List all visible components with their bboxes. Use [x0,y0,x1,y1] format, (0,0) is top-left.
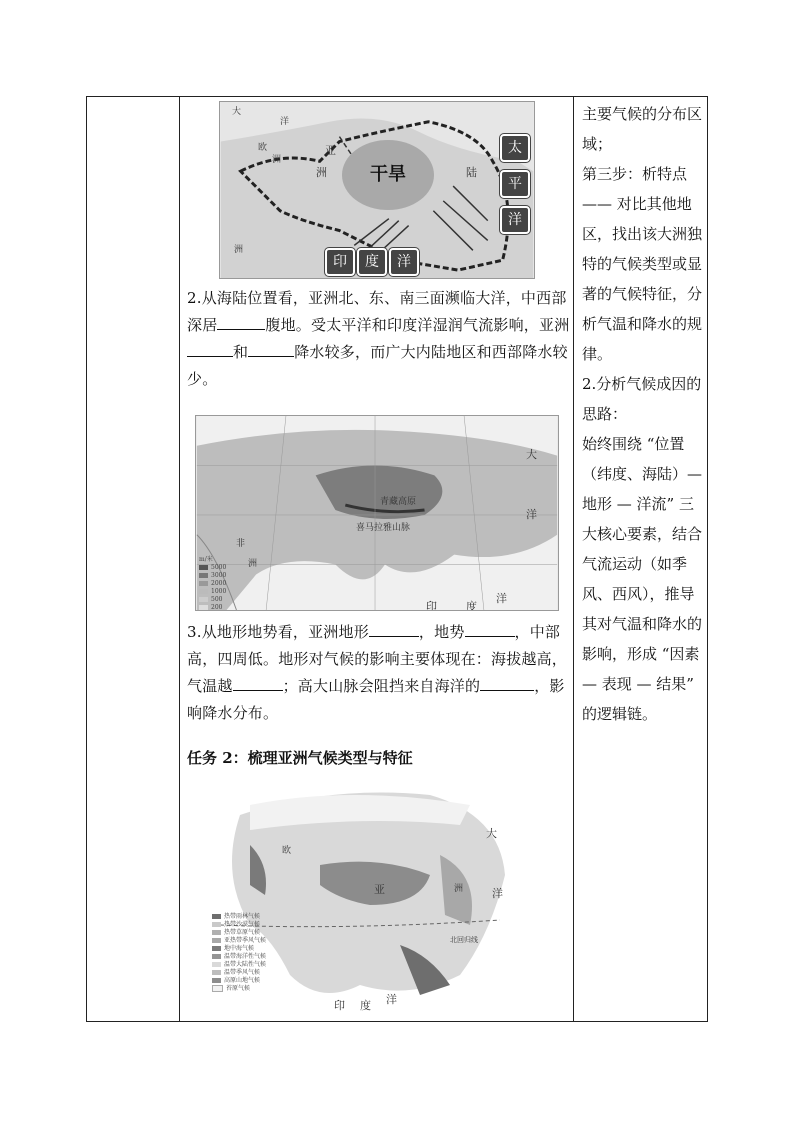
climate-legend-7: 温带大陆性气候 [212,961,266,969]
blank-7[interactable] [480,676,534,691]
map1-label-ou-zhou: 洲 [272,155,282,165]
legend-row-5: 500 [199,596,226,604]
climate-legend-2: 热带沙漠气候 [212,921,266,929]
legend-row-3: 2000 [199,580,226,588]
middle-column [180,97,574,1021]
climate-legend-3: 热带草原气候 [212,929,266,937]
blank-6[interactable] [233,676,283,691]
pacific-char-1: 太 [500,134,530,162]
para2-text-4: ；高大山脉会阻挡来自海洋的 [282,677,481,695]
right-line-3: 2.分析气候成因的思路： [582,375,702,423]
map3-label-asia: 亚 [374,883,385,896]
para1-text-4: 降水较多，而广大内陆地区和西部降水较少。 [187,343,568,388]
map3-label-yang2: 洋 [386,993,397,1006]
map2-label-himalaya: 喜马拉雅山脉 [356,523,411,533]
pacific-char-3: 洋 [500,206,530,234]
indian-char-1: 印 [325,248,355,276]
paragraph-sea-land [187,285,571,393]
para1-text-3: 和 [233,343,249,361]
legend-unit: m/米 [199,556,213,563]
map3-label-tropic: 北回归线 [450,936,478,944]
right-line-4: 始终围绕 “位置（纬度、海陆）— 地形 — 洋流” 三大核心要素，结合气流运动（如季风、西风），推导其对气温和降水的影响，形成 “因素 — 表现 — 结果” 的逻辑链。 [582,435,703,723]
asia-terrain-map [195,415,559,611]
map2-label-zhou: 洲 [248,559,258,569]
paragraph-terrain [187,619,571,727]
right-line-2: 第三步：析特点 —— 对比其他地区，找出该大洲独特的气候类型或显著的气候特征，分析气温和降水的规律。 [582,165,703,363]
indian-char-3: 洋 [389,248,419,276]
para1-text-2: 腹地。受太平洋和印度洋湿润气流影响，亚洲 [265,316,570,334]
map1-label-da: 大 [232,107,242,117]
pacific-char-2: 平 [500,170,530,198]
map1-label-zhou: 洲 [316,166,327,179]
map2-label-africa: 非 [236,539,246,549]
right-column-text [582,99,704,729]
para2-text-1: 3.从地形地势看，亚洲地形 [187,623,369,641]
asia-drought-map [219,101,535,279]
map3-label-da: 大 [486,827,497,840]
map2-label-yin: 印 [426,600,437,611]
legend-row-2: 3000 [199,572,226,580]
climate-legend-5: 地中海气候 [212,945,266,953]
right-line-1: 主要气候的分布区域； [582,105,703,153]
legend-row-4: 1000 [199,588,226,596]
blank-5[interactable] [465,622,515,637]
map3-label-yang: 洋 [492,887,503,900]
map1-label-africa: 洲 [234,245,244,255]
map2-label-ocean: 洋 [496,592,507,605]
legend-row-6: 200 [199,604,226,611]
map3-label-europe: 欧 [282,846,292,856]
para2-text-3: ，中部高，四周低。地形对气候的影响主要体现在：海拔越高，气温越 [187,623,568,695]
indian-char-2: 度 [357,248,387,276]
climate-legend-8: 温带季风气候 [212,969,266,977]
climate-legend [212,913,266,993]
legend-row-1: 5000 [199,564,226,572]
climate-legend-1: 热带雨林气候 [212,913,266,921]
blank-1[interactable] [217,315,265,330]
climate-legend-6: 温带海洋性气候 [212,953,266,961]
map1-label-lu: 陆 [466,166,477,179]
map2-label-da: 大 [526,448,537,461]
map3-label-du: 度 [360,999,371,1012]
map2-label-yang: 洋 [526,508,537,521]
para2-text-5: ，影响降水分布。 [187,677,565,722]
right-column [575,97,707,1021]
task-2-heading: 任务 2：梳理亚洲气候类型与特征 [187,749,413,767]
map3-label-yin: 印 [334,999,345,1012]
map1-label-yang: 洋 [280,117,290,127]
terrain-map-graphic [196,416,558,610]
map3-label-zhou: 洲 [454,884,464,894]
map1-label-ou: 欧 [258,143,268,153]
climate-legend-10: 苔原气候 [212,985,266,993]
map2-label-qinghai: 青藏高原 [380,497,417,507]
para2-text-2: ，地势 [418,623,465,641]
asia-climate-map [210,785,510,1013]
drought-zone-label: 干旱 [342,140,434,210]
table-frame [86,96,708,1022]
map2-label-du: 度 [466,600,477,611]
para1-text-1: 2.从海陆位置看，亚洲北、东、南三面濒临大洋，中西部深居 [187,289,567,334]
blank-4[interactable] [369,622,419,637]
blank-2[interactable] [187,342,233,357]
climate-legend-9: 高原山地气候 [212,977,266,985]
climate-legend-4: 亚热带季风气候 [212,937,266,945]
map1-label-ya: 亚 [325,144,336,157]
terrain-legend [199,556,226,611]
blank-3[interactable] [248,342,294,357]
